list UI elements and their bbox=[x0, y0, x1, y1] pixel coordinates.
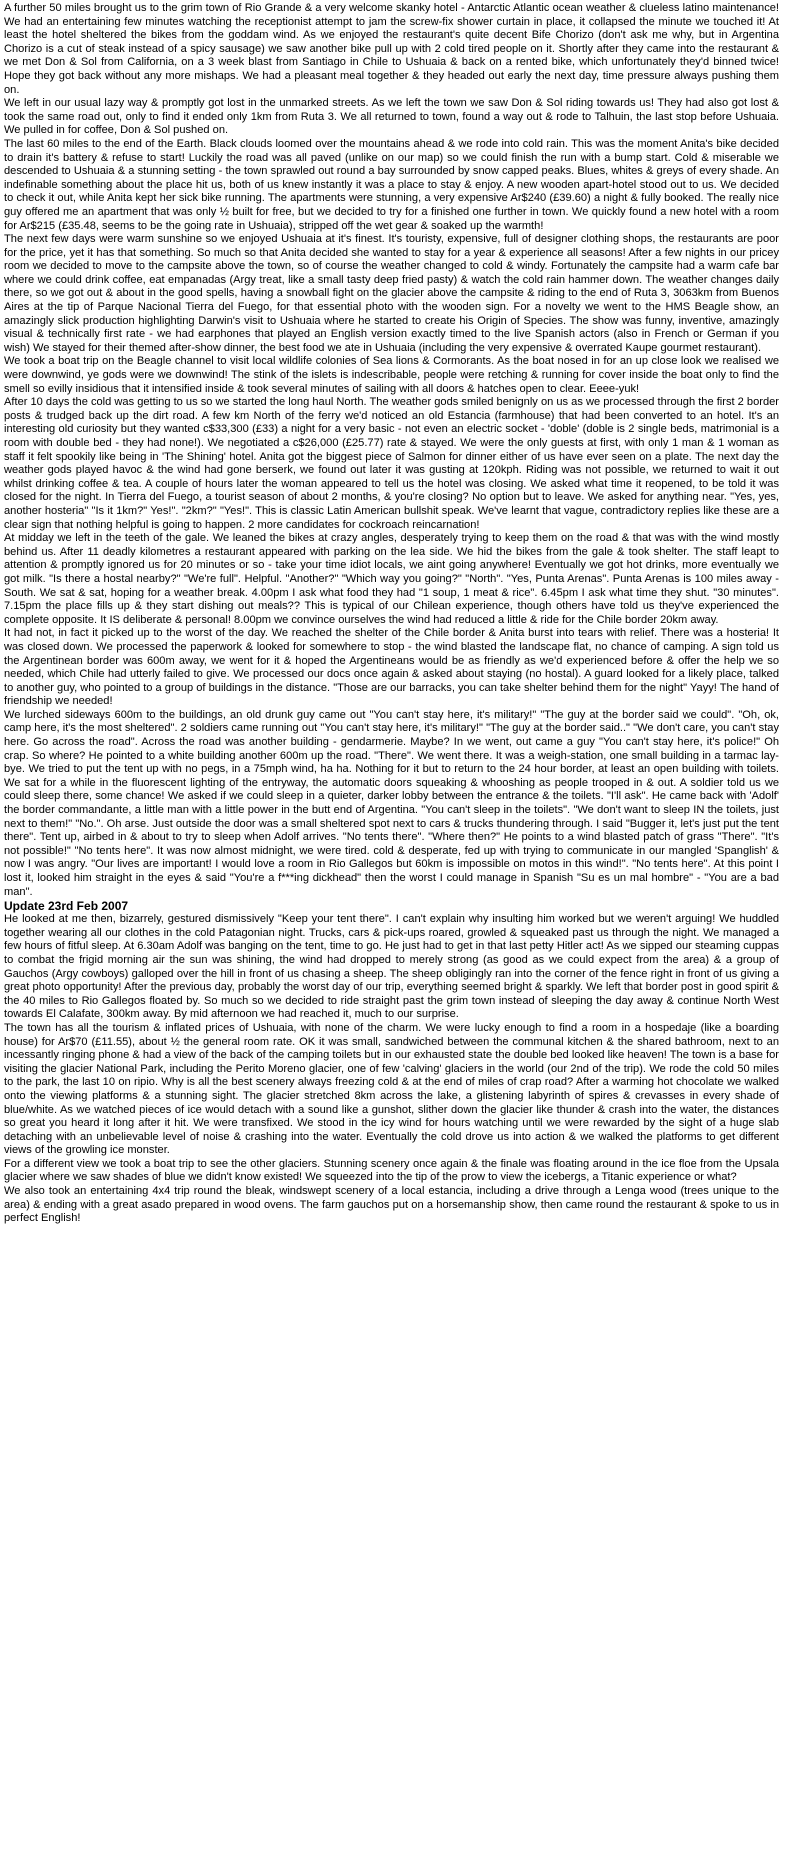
journal-paragraph-ushuaia-stay: The next few days were warm sunshine so we enjoyed Ushuaia at it's finest. It's touristy, expensive, full of designer clothing shops, the restaurants are poor for the price, yet it has that something. So much so that Anita decided she wanted to stay for a year & experience all seasons! After a few nights in our pricey room we decided to move to the campsite above the town, so of course the weather changed to cold & windy. Fortunately the campsite had a warm cafe bar where we could drink coffee, eat empanadas (Argy treat, like a small tasty deep fried pasty) & watch the cold rain hammer down. The weather changes daily there, so we got out & about in the good spells, having a snowball fight on the glacier above the campsite & riding to the end of Ruta 3, 3063km from Buenos Aires at the tip of Parque Nacional Tierra del Fuego, for that essential photo with the wooden sign. For a novelty we went to the HMS Beagle show, an amazingly slick production highlighting Darwin's visit to Ushuaia where he started to create his Origin of Species. The show was funny, inventive, amazingly visual & technically first rate - we had earphones that played an English version exactly timed to the live Spanish actors (also in French or German if you wish) We stayed for their themed after-show dinner, the best food we ate in Ushuaia (including the very expensive & overrated Kaupe gourmet restaurant). bbox=[4, 233, 779, 354]
journal-paragraph-morning: He looked at me then, bizarrely, gestured dismissively "Keep your tent there". I can't explain why insulting him worked but we weren't arguing! We huddled together wearing all our clothes in the cold Patagonian night. Trucks, cars & pick-ups roared, growled & squeaked past us through the night. We managed a few hours of fitful sleep. At 6.30am Adolf was banging on the tent, time to go. He just had to get in that last petty Hitler act! As we sipped our steaming cuppas to combat the frigid morning air the sun was shining, the wind had dropped to merely strong (as good as we could expect from the area) & a group of Gauchos (Argy cowboys) galloped over the hill in front of us chasing a sheep. The sheep obligingly ran into the corner of the fence right in front of us giving a great photo opportunity! After the previous day, probably the worst day of our trip, everything seemed bright & sparkly. We left that border post in good spirit & the 40 miles to Rio Gallegos floated by. So much so we decided to ride straight past the grim town instead of sleeping the day away & continue North West towards El Calafate, 300km away. By mid afternoon we had reached it, much to our surprise. bbox=[4, 913, 779, 1021]
journal-paragraph-chile-border: It had not, in fact it picked up to the worst of the day. We reached the shelter of the Chile border & Anita burst into tears with relief. There was a hosteria! It was closed down. We processed the paperwork & looked for somewhere to stop - the wind blasted the landscape flat, no chance of camping. A sign told us the Argentinean border was 600m away, we went for it & hoped the Argentineans would be as friendly as we'd experienced before & offer the help we so needed, which Chile had utterly failed to give. We processed our docs once again & asked about staying (no hostal). A guard looked for a likely place, talked to another guy, who pointed to a group of buildings in the distance. "Those are our barracks, you can take shelter behind them for the night" Yayy! The hand of friendship we needed! bbox=[4, 627, 779, 708]
travel-journal bbox=[4, 0, 779, 1226]
journal-paragraph-glacier-boat: For a different view we took a boat trip to see the other glaciers. Stunning scenery once again & the finale was floating around in the ice floe from the Upsala glacier where we saw shades of blue we didn't know existed! We squeezed into the tip of the prow to view the icebergs, a Titanic experience or what? bbox=[4, 1157, 779, 1184]
journal-paragraph-el-calafate: The town has all the tourism & inflated prices of Ushuaia, with none of the charm. We were lucky enough to find a room in a hospedaje (like a boarding house) for Ar$70 (£11.55), about ½ the general room rate. OK it was small, sandwiched between the communal kitchen & the shared bathroom, next to an incessantly ringing phone & had a view of the back of the camping toilets but in our exhausted state the double bed looked like heaven! The town is a base for visiting the glacier National Park, including the Perito Moreno glacier, one of few 'calving' glaciers in the world (our 2nd of the trip). We rode the cold 50 miles to the park, the last 10 on ripio. Why is all the best scenery always freezing cold & at the end of miles of crap road? After a warming hot chocolate we walked onto the viewing platforms & a stunning sight. The glacier stretched 8km across the lake, a glistening labyrinth of spires & crevasses in every shade of blue/white. As we watched pieces of ice would detach with a sound like a gunshot, slither down the glacier like thunder & crash into the water, the distances so great you heard it long after it hit. We were transfixed. We stood in the icy wind for hours watching until we were rewarded by the sight of a huge slab detaching with an unbelievable level of noise & crashing into the water. Eventually the cold drove us into action & we walked the platforms to get different views of the growling ice monster. bbox=[4, 1021, 779, 1157]
journal-paragraph-ushuaia-arrival: The last 60 miles to the end of the Earth. Black clouds loomed over the mountains ahead & we rode into cold rain. This was the moment Anita's bike decided to drain it's battery & refuse to start! Luckily the road was all paved (unlike on our map) so we could finish the run with a bump start. Cold & miserable we descended to Ushuaia & a stunning setting - the town sprawled out round a bay surrounded by snow capped peaks. Blues, whites & greys of every shade. An indefinable something about the place hit us, both of us knew instantly it was a place to stay & enjoy. A new wooden apart-hotel stood out to us. We decided to check it out, while Anita kept her sick bike running. The apartments were stunning, a very expensive Ar$240 (£39.60) a night & fully booked. The really nice guy offered me an apartment that was only ½ built for free, but we decided to try for a finished one further in town. We quickly found a new hotel with a room for Ar$215 (£35.48, seems to be the going rate in Ushuaia), stripped off the wet gear & soaked up the warmth! bbox=[4, 137, 779, 232]
journal-paragraph-estancia-trip: We also took an entertaining 4x4 trip round the bleak, windswept scenery of a local estancia, including a drive through a Lenga wood (trees unique to the area) & ending with a great asado prepared in wood ovens. The farm gauchos put on a horsemanship show, then came round the restaurant & spoke to us in perfect English! bbox=[4, 1185, 779, 1225]
journal-paragraph-beagle-boat: We took a boat trip on the Beagle channel to visit local wildlife colonies of Sea lions & Cormorants. As the boat nosed in for an up close look we realised we were downwind, ye gods were we downwind! The stink of the islets is indescribable, people were retching & running for cover inside the boat only to find the smell so evilly insidious that it intensified inside & took several minutes of sailing with all doors & hatches open to clear. Eeee-yuk! bbox=[4, 355, 779, 395]
journal-paragraph-estancia: After 10 days the cold was getting to us so we started the long haul North. The weather gods smiled benignly on us as we processed through the first 2 border posts & trudged back up the dirt road. A few km North of the ferry we'd noticed an old Estancia (farmhouse) that had been converted to an hotel. It's an interesting old curiosity but they wanted c$33,300 (£33) a night for a very basic - not even an electric socket - 'doble' (doble is 2 single beds, matrimonial is a room with double bed - they had none!). We negotiated a c$26,000 (£25.77) rate & stayed. We were the only guests at first, with only 1 man & 1 woman as staff it felt spookily like being in 'The Shining' hotel. Anita got the biggest piece of Salmon for dinner either of us have ever seen on a plate. The next day the weather gods played havoc & the wind had gone berserk, we found out later it was gusting at 120kph. Riding was not possible, we returned to wait it out whilst drinking coffee & tea. A couple of hours later the woman appeared to tell us the hotel was closing. We asked what time it reopened, to be told it was closed for the night. In Tierra del Fuego, a tourist season of about 2 months, & you're closing? No option but to leave. We asked for anything near. "Yes, yes, another hosteria" "Is it 1km?" Yes!". "2km?" "Yes!". This is classic Latin American bullshit speak. We've learnt that vague, contradictory replies like these are a clear sign that nothing helpful is going to happen. 2 more candidates for cockroach reincarnation! bbox=[4, 396, 779, 531]
update-heading: Update 23rd Feb 2007 bbox=[4, 899, 129, 914]
journal-paragraph-talhuin: We left in our usual lazy way & promptly got lost in the unmarked streets. As we left the town we saw Don & Sol riding towards us! They had also got lost & took the same road out, only to find it ended only 1km from Ruta 3. We all returned to town, found a way out & rode to Talhuin, the last stop before Ushuaia. We pulled in for coffee, Don & Sol pushed on. bbox=[4, 97, 779, 137]
journal-paragraph-rio-grande: A further 50 miles brought us to the grim town of Rio Grande & a very welcome skanky hotel - Antarctic Atlantic ocean weather & clueless latino maintenance! We had an entertaining few minutes watching the receptionist attempt to jam the screw-fix shower curtain in place, it collapsed the minute we touched it! At least the hotel sheltered the bikes from the goddam wind. As we enjoyed the restaurant's quite decent Bife Chorizo (don't ask me why, but in Argentina Chorizo is a cut of steak instead of a spicy sausage) we saw another bike pull up with 2 cold tired people on it. Shortly after they came into the restaurant & we met Don & Sol from California, on a 3 week blast from Santiago in Chile to Ushuaia & back on a rented bike, which unfortunately they'd binned twice! Hope they got back without any more mishaps. We had a pleasant meal together & they headed out early the next day, time pressure always pushing them on. bbox=[4, 2, 779, 96]
journal-paragraph-gale: At midday we left in the teeth of the gale. We leaned the bikes at crazy angles, desperately trying to keep them on the road & that was with the wind mostly behind us. After 11 deadly kilometres a restaurant appeared with parking on the lea side. We hid the bikes from the gale & took shelter. The staff leapt to attention & promptly ignored us for 20 minutes or so - take your time idiot locals, we aint going anywhere! Eventually we got hot drinks, more eventually we got milk. "Is there a hostal nearby?" "We're full". Helpful. "Another?" "Which way you going?" "North". "Yes, Punta Arenas". Punta Arenas is 100 miles away - South. We sat & sat, hoping for a weather break. 4.00pm I ask what food they had "1 soup, 1 meat & rice". 6.45pm I ask what time they shut. "30 minutes". 7.15pm the place fills up & they start dishing out meals?? This is typical of our Chilean experience, though others have told us they've experienced the complete opposite. It IS deliberate & personal! 8.00pm we convince ourselves the wind had reduced a little & ride for the Chile border 20km away. bbox=[4, 532, 779, 626]
journal-paragraph-barracks: We lurched sideways 600m to the buildings, an old drunk guy came out "You can't stay here, it's military!" "The guy at the border said we could". "Oh, ok, camp here, it's the most sheltered". 2 soldiers came running out "You can't stay here, it's military!" "The guy at the border said.." "We don't care, you can't stay here. Go across the road". Across the road was another building - gendarmerie. Maybe? In we went, out came a guy "You can't stay here, it's police!" Oh crap. So where? He pointed to a white building another 600m up the road. "There". We went there. It was a weigh-station, one small building in a tarmac lay-bye. We tried to put the tent up with no pegs, in a 75mph wind, ha ha. Nothing for it but to return to the 24 hour border, at least an open building with toilets. We sat for a while in the fluorescent lighting of the entryway, the automatic doors squeaking & whooshing as people trooped in & out. A soldier told us we could sleep there, some chance! We asked if we could sleep in a quieter, darker lobby between the entrance & the toilets. "I'll ask". He came back with 'Adolf' the border commandante, a little man with a little power in the butt end of Argentina. "You can't sleep in the toilets". "We don't want to sleep IN the toilets, just next to them!" "No.". Oh arse. Just outside the door was a small sheltered spot next to cars & trucks thundering through. I said "Bugger it, let's just put the tent there". Tent up, airbed in & about to try to sleep when Adolf arrives. "No tents there". "Where then?" He points to a wind blasted patch of grass "There". "It's not possible!" "No tents here". It was now almost midnight, we were tired. cold & desperate, fed up with trying to communicate in our mangled 'Spanglish' & now I was angry. "Our lives are important! I would love a room in Rio Gallegos but 60km is impossible on motos in this wind!". "No tents here". At this point I lost it, looked him straight in the eyes & said "You're a f***ing dickhead" then the worst I could manage in Spanish "Su es un mal hombre" - "You are a bad man". bbox=[4, 708, 779, 898]
